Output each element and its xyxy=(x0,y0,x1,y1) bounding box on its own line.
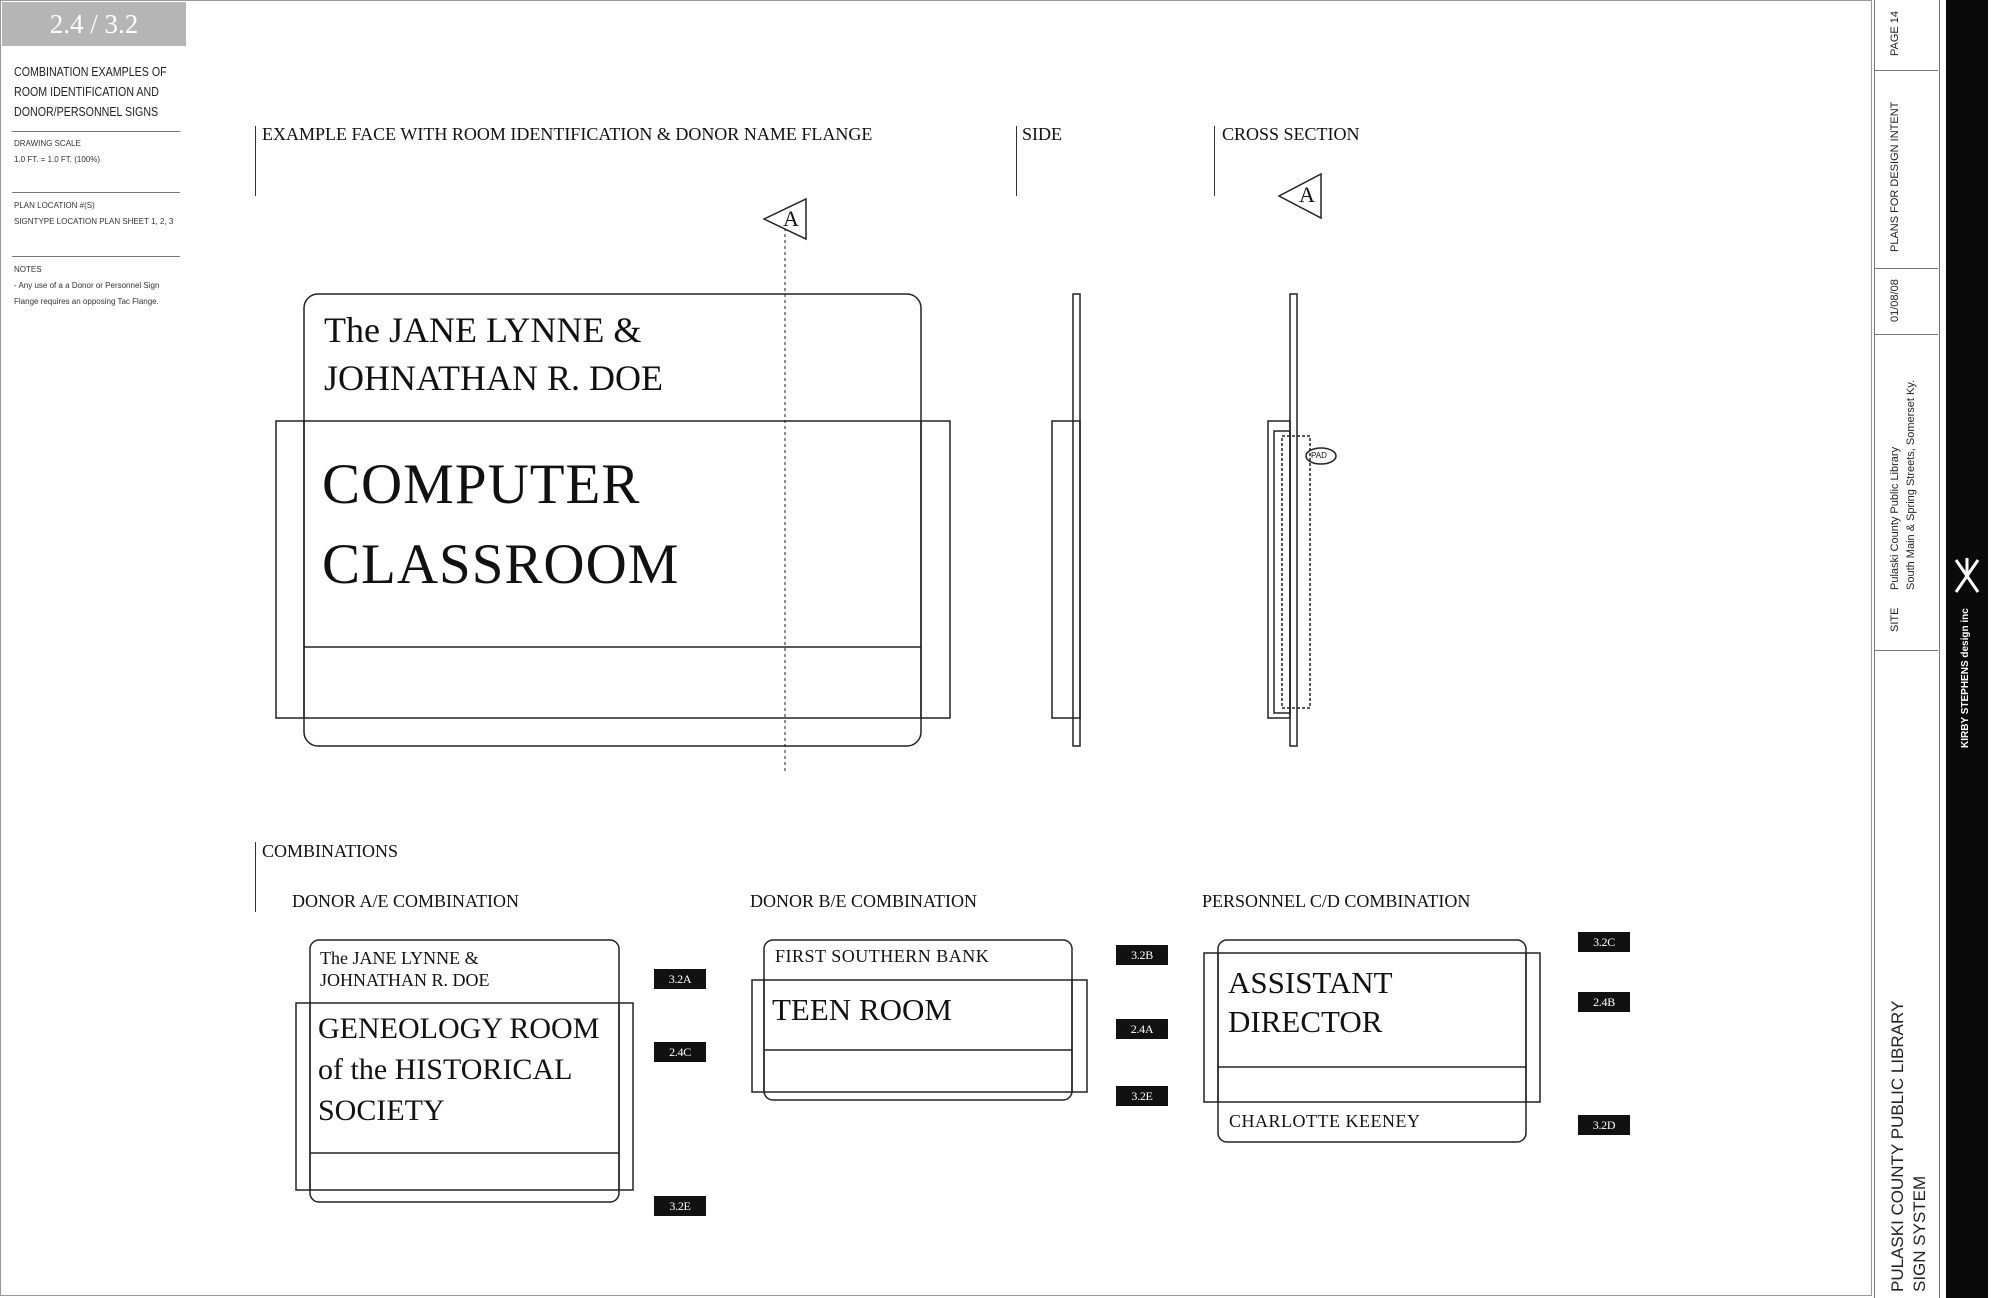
example-face-heading: EXAMPLE FACE WITH ROOM IDENTIFICATION & DONOR NAME FLANGE xyxy=(262,124,873,144)
section-marker-letter: A xyxy=(783,206,799,231)
donor-name-line: JOHNATHAN R. DOE xyxy=(324,358,663,398)
sign-type-badge: 3.2B xyxy=(1116,945,1168,965)
donor-name-line: The JANE LYNNE & xyxy=(320,948,479,968)
room-name-line: CLASSROOM xyxy=(322,533,680,596)
room-name-line: SOCIETY xyxy=(318,1094,445,1127)
cross-section-heading: CROSS SECTION xyxy=(1222,124,1360,144)
side-view-outline xyxy=(1052,294,1080,746)
title-block-divider xyxy=(1874,268,1938,269)
scale-value: 1.0 FT. = 1.0 FT. (100%) xyxy=(14,155,101,164)
site-label: SITE xyxy=(1889,607,1901,632)
pad-label: PAD xyxy=(1311,451,1327,460)
project-name: SIGN SYSTEM xyxy=(1910,1175,1929,1292)
sign-type-badge: 3.2A xyxy=(654,969,706,989)
title-block-divider xyxy=(1874,70,1938,71)
room-name-line: GENEOLOGY ROOM xyxy=(318,1012,600,1045)
page-number: PAGE 14 xyxy=(1889,10,1901,56)
room-name-line: COMPUTER xyxy=(322,453,641,516)
donor-name-line: JOHNATHAN R. DOE xyxy=(320,970,490,990)
sign-type-badge: 3.2E xyxy=(654,1196,706,1216)
project-name: PULASKI COUNTY PUBLIC LIBRARY xyxy=(1888,1000,1907,1292)
date-text: 01/08/08 xyxy=(1889,279,1901,322)
room-name-line: DIRECTOR xyxy=(1228,1004,1383,1039)
combo-be-title: DONOR B/E COMBINATION xyxy=(750,891,978,911)
notes-label: NOTES xyxy=(14,265,42,274)
notes-line: Flange requires an opposing Tac Flange. xyxy=(14,297,159,306)
sheet-number: 2.4 / 3.2 xyxy=(2,2,186,46)
title-block-divider xyxy=(1874,334,1938,335)
firm-name: KIRBY STEPHENS design inc xyxy=(1960,608,1971,748)
site-line: South Main & Spring Streets, Somerset Ky. xyxy=(1905,379,1917,590)
personnel-name: CHARLOTTE KEENEY xyxy=(1229,1111,1421,1131)
status-text: PLANS FOR DESIGN INTENT xyxy=(1889,101,1901,252)
sign-type-badge: 2.4B xyxy=(1578,992,1630,1012)
room-name-line: ASSISTANT xyxy=(1228,965,1393,1000)
sheet-title: COMBINATION EXAMPLES OF ROOM IDENTIFICATION AND DONOR/PERSONNEL SIGNS xyxy=(14,64,167,119)
sign-type-badge: 3.2C xyxy=(1578,932,1630,952)
sign-type-badge: 3.2D xyxy=(1578,1115,1630,1135)
donor-name-line: FIRST SOUTHERN BANK xyxy=(775,946,990,966)
section-marker-letter: A xyxy=(1299,182,1315,207)
combinations-heading: COMBINATIONS xyxy=(262,841,399,861)
plan-location-label: PLAN LOCATION #(S) xyxy=(14,201,95,210)
combo-cd-title: PERSONNEL C/D COMBINATION xyxy=(1202,891,1471,911)
scale-label: DRAWING SCALE xyxy=(14,139,81,148)
notes-line: - Any use of a a Donor or Personnel Sign xyxy=(14,281,160,290)
combo-ae-title: DONOR A/E COMBINATION xyxy=(292,891,520,911)
firm-logo-icon xyxy=(1952,556,1982,596)
donor-name-line: The JANE LYNNE & xyxy=(324,310,642,350)
room-name-line: of the HISTORICAL xyxy=(318,1053,573,1086)
side-heading: SIDE xyxy=(1022,124,1062,144)
sign-type-badge: 3.2E xyxy=(1116,1086,1168,1106)
room-name-line: TEEN ROOM xyxy=(772,992,952,1027)
sign-type-badge: 2.4C xyxy=(654,1042,706,1062)
site-line: Pulaski County Public Library xyxy=(1889,446,1901,590)
plan-location-value: SIGNTYPE LOCATION PLAN SHEET 1, 2, 3 xyxy=(14,217,174,226)
title-block-divider xyxy=(1874,650,1938,651)
cross-section-outline xyxy=(1268,294,1336,746)
sign-type-badge: 2.4A xyxy=(1116,1019,1168,1039)
